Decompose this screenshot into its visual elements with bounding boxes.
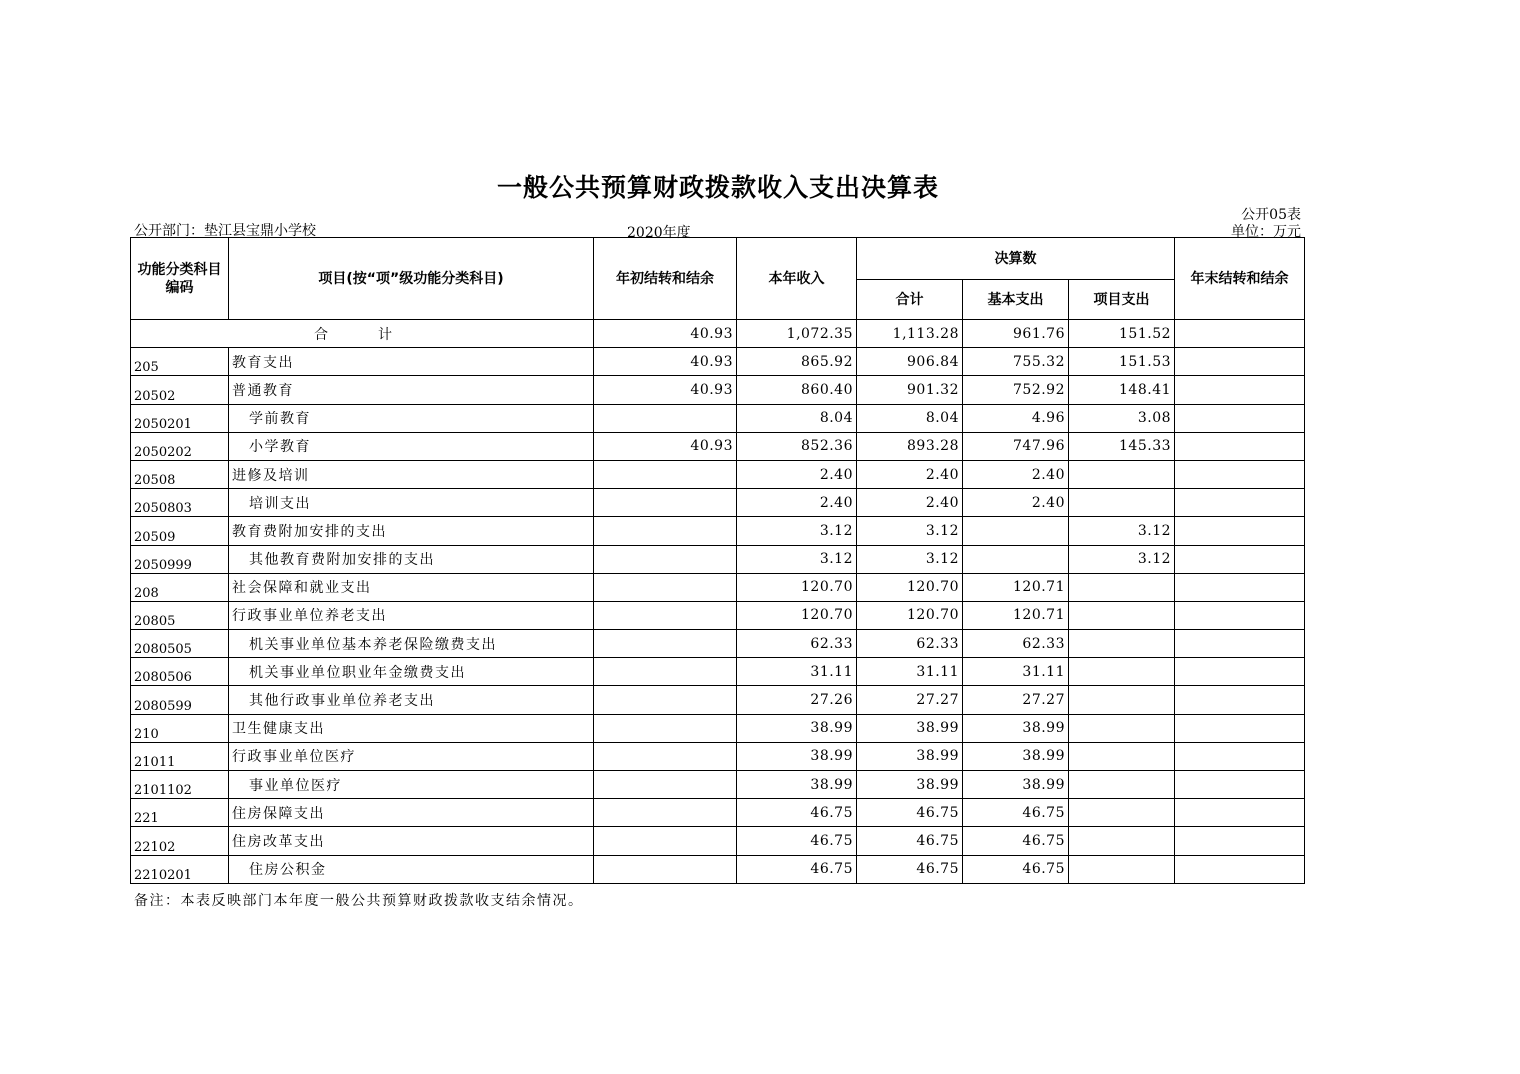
row-total: 901.32 — [857, 376, 963, 404]
table-row — [131, 714, 1305, 742]
row-code: 2080599 — [131, 686, 229, 714]
row-income: 38.99 — [737, 742, 857, 770]
table-row — [131, 601, 1305, 629]
row-name: 住房公积金 — [229, 855, 594, 883]
header-basic: 基本支出 — [963, 280, 1069, 320]
row-project — [1069, 742, 1175, 770]
table-row — [131, 489, 1305, 517]
row-income: 27.26 — [737, 686, 857, 714]
row-carry-start — [594, 855, 737, 883]
row-basic: 31.11 — [963, 658, 1069, 686]
row-total: 46.75 — [857, 855, 963, 883]
row-code: 2050999 — [131, 545, 229, 573]
header-project: 项目支出 — [1069, 280, 1175, 320]
row-project — [1069, 489, 1175, 517]
row-name: 教育支出 — [229, 348, 594, 376]
table-row — [131, 404, 1305, 432]
row-project: 151.53 — [1069, 348, 1175, 376]
row-basic: 27.27 — [963, 686, 1069, 714]
total-carry-end — [1175, 320, 1305, 348]
budget-table — [130, 237, 1305, 884]
row-project — [1069, 658, 1175, 686]
table-row — [131, 855, 1305, 883]
row-name: 行政事业单位养老支出 — [229, 601, 594, 629]
row-carry-start — [594, 658, 737, 686]
fiscal-year: 2020年度 — [627, 225, 691, 241]
row-carry-start — [594, 742, 737, 770]
row-income: 2.40 — [737, 489, 857, 517]
row-total: 2.40 — [857, 460, 963, 488]
row-carry-end — [1175, 432, 1305, 460]
row-name: 机关事业单位职业年金缴费支出 — [229, 658, 594, 686]
row-name: 机关事业单位基本养老保险缴费支出 — [229, 630, 594, 658]
row-carry-end — [1175, 855, 1305, 883]
row-carry-end — [1175, 601, 1305, 629]
row-income: 46.75 — [737, 827, 857, 855]
row-project: 148.41 — [1069, 376, 1175, 404]
header-carry-start: 年初结转和结余 — [594, 238, 737, 320]
row-total: 8.04 — [857, 404, 963, 432]
row-carry-start — [594, 771, 737, 799]
row-carry-end — [1175, 573, 1305, 601]
row-code: 20502 — [131, 376, 229, 404]
row-basic: 2.40 — [963, 460, 1069, 488]
table-row — [131, 517, 1305, 545]
total-carry-start: 40.93 — [594, 320, 737, 348]
row-basic — [963, 517, 1069, 545]
row-total: 38.99 — [857, 742, 963, 770]
row-total: 893.28 — [857, 432, 963, 460]
row-carry-end — [1175, 799, 1305, 827]
row-project — [1069, 855, 1175, 883]
row-name: 行政事业单位医疗 — [229, 742, 594, 770]
row-name: 住房保障支出 — [229, 799, 594, 827]
row-code: 2101102 — [131, 771, 229, 799]
row-carry-start — [594, 545, 737, 573]
header-item: 项目(按“项”级功能分类科目) — [229, 238, 594, 320]
row-carry-start — [594, 827, 737, 855]
header-total: 合计 — [857, 280, 963, 320]
table-row — [131, 827, 1305, 855]
row-carry-start — [594, 460, 737, 488]
row-basic: 120.71 — [963, 601, 1069, 629]
total-basic: 961.76 — [963, 320, 1069, 348]
row-basic: 2.40 — [963, 489, 1069, 517]
row-project: 3.08 — [1069, 404, 1175, 432]
table-row — [131, 686, 1305, 714]
row-income: 120.70 — [737, 601, 857, 629]
row-income: 3.12 — [737, 545, 857, 573]
row-carry-start: 40.93 — [594, 432, 737, 460]
row-project — [1069, 799, 1175, 827]
row-carry-end — [1175, 545, 1305, 573]
row-name: 普通教育 — [229, 376, 594, 404]
row-code: 2080505 — [131, 630, 229, 658]
row-basic: 38.99 — [963, 742, 1069, 770]
row-total: 38.99 — [857, 771, 963, 799]
row-total: 31.11 — [857, 658, 963, 686]
row-carry-end — [1175, 658, 1305, 686]
row-carry-start — [594, 686, 737, 714]
row-carry-end — [1175, 517, 1305, 545]
total-project: 151.52 — [1069, 320, 1175, 348]
row-carry-end — [1175, 827, 1305, 855]
row-carry-start — [594, 573, 737, 601]
row-basic: 62.33 — [963, 630, 1069, 658]
row-project: 145.33 — [1069, 432, 1175, 460]
header-income: 本年收入 — [737, 238, 857, 320]
row-income: 31.11 — [737, 658, 857, 686]
table-row — [131, 771, 1305, 799]
row-carry-end — [1175, 714, 1305, 742]
row-basic: 46.75 — [963, 855, 1069, 883]
department-label: 公开部门：垫江县宝鼎小学校 — [134, 223, 316, 239]
row-carry-end — [1175, 348, 1305, 376]
row-carry-start — [594, 404, 737, 432]
table-row — [131, 658, 1305, 686]
row-carry-end — [1175, 404, 1305, 432]
row-project — [1069, 460, 1175, 488]
row-basic: 38.99 — [963, 771, 1069, 799]
row-carry-start — [594, 601, 737, 629]
footnote: 备注：本表反映部门本年度一般公共预算财政拨款收支结余情况。 — [134, 893, 584, 909]
table-row — [131, 432, 1305, 460]
row-carry-start: 40.93 — [594, 376, 737, 404]
table-row — [131, 376, 1305, 404]
total-row — [131, 320, 1305, 348]
form-number: 公开05表 — [1241, 207, 1301, 223]
row-code: 2210201 — [131, 855, 229, 883]
row-project — [1069, 601, 1175, 629]
row-income: 2.40 — [737, 460, 857, 488]
row-code: 2050202 — [131, 432, 229, 460]
row-carry-start — [594, 489, 737, 517]
row-project — [1069, 827, 1175, 855]
row-name: 进修及培训 — [229, 460, 594, 488]
row-income: 46.75 — [737, 855, 857, 883]
row-code: 205 — [131, 348, 229, 376]
row-name: 其他行政事业单位养老支出 — [229, 686, 594, 714]
row-name: 卫生健康支出 — [229, 714, 594, 742]
row-carry-end — [1175, 742, 1305, 770]
row-total: 3.12 — [857, 545, 963, 573]
row-basic: 38.99 — [963, 714, 1069, 742]
table-row — [131, 742, 1305, 770]
row-code: 20508 — [131, 460, 229, 488]
row-project — [1069, 771, 1175, 799]
table-row — [131, 460, 1305, 488]
row-name: 小学教育 — [229, 432, 594, 460]
row-income: 865.92 — [737, 348, 857, 376]
row-carry-end — [1175, 376, 1305, 404]
header-carry-end: 年末结转和结余 — [1175, 238, 1305, 320]
row-total: 62.33 — [857, 630, 963, 658]
row-project — [1069, 686, 1175, 714]
row-code: 20805 — [131, 601, 229, 629]
row-carry-end — [1175, 460, 1305, 488]
table-row — [131, 799, 1305, 827]
table-row — [131, 573, 1305, 601]
row-project — [1069, 714, 1175, 742]
row-total: 906.84 — [857, 348, 963, 376]
row-project — [1069, 573, 1175, 601]
row-total: 2.40 — [857, 489, 963, 517]
table-row — [131, 630, 1305, 658]
row-name: 社会保障和就业支出 — [229, 573, 594, 601]
row-carry-start: 40.93 — [594, 348, 737, 376]
page-title: 一般公共预算财政拨款收入支出决算表 — [496, 173, 939, 202]
row-carry-end — [1175, 630, 1305, 658]
row-basic: 4.96 — [963, 404, 1069, 432]
row-carry-start — [594, 799, 737, 827]
total-label: 合 计 — [131, 320, 594, 348]
row-income: 8.04 — [737, 404, 857, 432]
row-total: 46.75 — [857, 827, 963, 855]
row-carry-start — [594, 517, 737, 545]
row-name: 住房改革支出 — [229, 827, 594, 855]
row-name: 事业单位医疗 — [229, 771, 594, 799]
row-code: 22102 — [131, 827, 229, 855]
row-code: 2050803 — [131, 489, 229, 517]
total-income: 1,072.35 — [737, 320, 857, 348]
row-project: 3.12 — [1069, 545, 1175, 573]
row-name: 其他教育费附加安排的支出 — [229, 545, 594, 573]
row-carry-end — [1175, 489, 1305, 517]
row-total: 120.70 — [857, 601, 963, 629]
unit-label: 单位：万元 — [1231, 224, 1301, 240]
row-basic: 46.75 — [963, 827, 1069, 855]
row-basic: 46.75 — [963, 799, 1069, 827]
row-carry-end — [1175, 686, 1305, 714]
row-income: 62.33 — [737, 630, 857, 658]
row-total: 38.99 — [857, 714, 963, 742]
row-code: 2050201 — [131, 404, 229, 432]
row-code: 21011 — [131, 742, 229, 770]
row-project — [1069, 630, 1175, 658]
row-income: 852.36 — [737, 432, 857, 460]
row-total: 120.70 — [857, 573, 963, 601]
row-income: 46.75 — [737, 799, 857, 827]
table-row — [131, 348, 1305, 376]
row-income: 3.12 — [737, 517, 857, 545]
row-basic — [963, 545, 1069, 573]
header-final: 决算数 — [857, 238, 1175, 280]
row-code: 221 — [131, 799, 229, 827]
row-carry-start — [594, 714, 737, 742]
row-basic: 120.71 — [963, 573, 1069, 601]
row-carry-end — [1175, 771, 1305, 799]
row-project: 3.12 — [1069, 517, 1175, 545]
row-name: 培训支出 — [229, 489, 594, 517]
row-code: 20509 — [131, 517, 229, 545]
row-total: 46.75 — [857, 799, 963, 827]
row-total: 3.12 — [857, 517, 963, 545]
row-name: 学前教育 — [229, 404, 594, 432]
header-code: 功能分类科目编码 — [131, 238, 229, 320]
row-income: 38.99 — [737, 714, 857, 742]
row-income: 38.99 — [737, 771, 857, 799]
table-row — [131, 545, 1305, 573]
row-basic: 747.96 — [963, 432, 1069, 460]
row-code: 210 — [131, 714, 229, 742]
row-code: 208 — [131, 573, 229, 601]
row-income: 120.70 — [737, 573, 857, 601]
row-basic: 755.32 — [963, 348, 1069, 376]
row-basic: 752.92 — [963, 376, 1069, 404]
row-name: 教育费附加安排的支出 — [229, 517, 594, 545]
total-total: 1,113.28 — [857, 320, 963, 348]
row-code: 2080506 — [131, 658, 229, 686]
row-carry-start — [594, 630, 737, 658]
row-income: 860.40 — [737, 376, 857, 404]
row-total: 27.27 — [857, 686, 963, 714]
